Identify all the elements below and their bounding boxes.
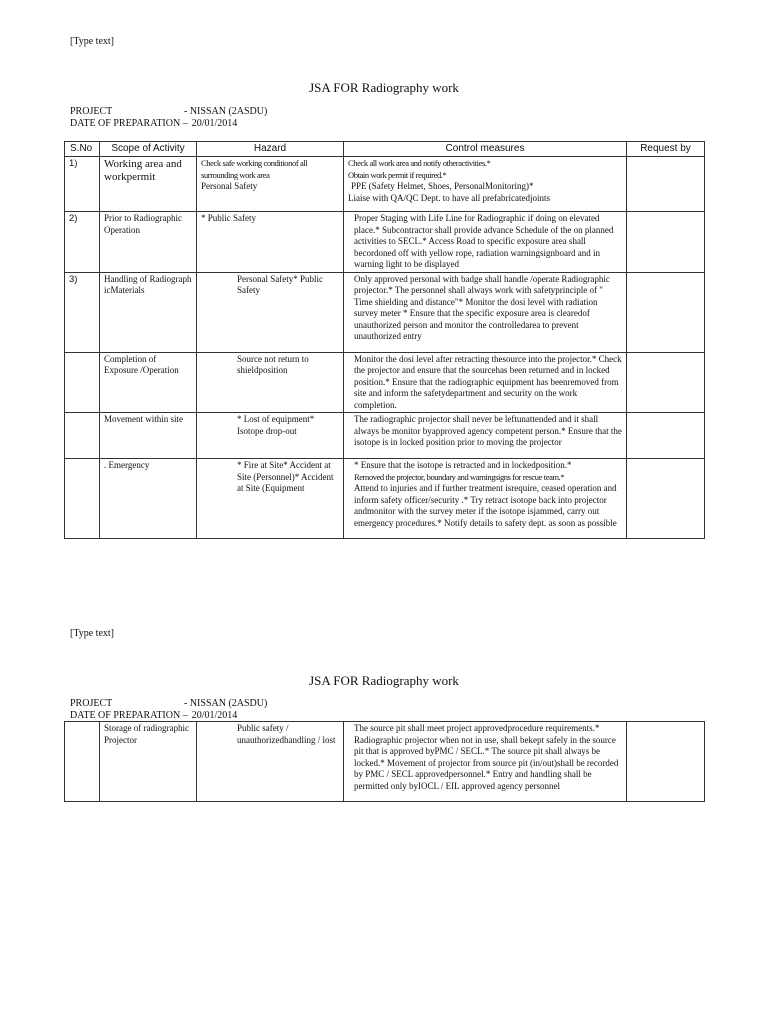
row-sno: 1)	[65, 157, 100, 212]
table-row	[65, 352, 705, 413]
row-control: Only approved personal with badge shall handle /operate Radiographic projector.* The personnel shall always work with safetyprinciple of " Time shielding and distance"* Monitor the dosi level with radiation survey meter * Ensure that the specific exposure area is clearedof unauthorized person and monitor the controlledarea to prevent unauthorized entry	[344, 272, 627, 352]
hazard-line: Check safe working conditionof all surrounding work area	[201, 158, 308, 180]
table-row	[65, 459, 705, 539]
row-hazard: * Lost of equipment* Isotope drop-out	[197, 413, 344, 459]
row-control: Proper Staging with Life Line for Radiographic if doing on elevated place.* Subcontractor shall provide advance Schedule of the on planned activities to SECL.* Access Road to specific exposure area shall becordoned off with yellow rope, radiation warningsignboard and in warning light to be displayed	[344, 212, 627, 273]
date-value: 20/01/2014	[191, 710, 238, 721]
row-hazard: * Public Safety	[197, 212, 344, 273]
date-label: DATE OF PREPARATION –	[70, 710, 188, 721]
project-row	[70, 698, 268, 710]
table-row	[65, 212, 705, 273]
control-line: Liaise with QA/QC Dept. to have all prefabricatedjoints	[348, 192, 550, 203]
column-header-control: Control measures	[344, 142, 627, 157]
row-scope: Movement within site	[100, 413, 197, 459]
project-label: PROJECT	[70, 698, 113, 709]
column-header-request: Request by	[627, 142, 705, 157]
row-scope: Working area and workpermit	[100, 157, 197, 212]
row-scope: Prior to Radiographic Operation	[100, 212, 197, 273]
row-scope: Storage of radiographic Projector	[100, 722, 197, 802]
table-row	[65, 722, 705, 802]
row-request	[627, 272, 705, 352]
row-sno	[65, 352, 100, 413]
table-row	[65, 272, 705, 352]
row-request	[627, 413, 705, 459]
row-control: The source pit shall meet project approvedprocedure requirements.* Radiographic projector when not in use, shall bekept safely in the source pit that is approved byPMC / SECL.* The source pit shall always be locked.* Movement of projector from source pit (in/out)shall be recorded by PMC / SECL approvedpersonnel.* Entry and handling shall be permitted only byIOCL / EIL approved agency personnel	[344, 722, 627, 802]
date-value: 20/01/2014	[191, 118, 238, 129]
row-control	[344, 459, 627, 539]
page-header: [Type text]	[70, 36, 115, 47]
column-header-hazard: Hazard	[197, 142, 344, 157]
date-label: DATE OF PREPARATION –	[70, 118, 188, 129]
control-line: PPE (Safety Helmet, Shoes, PersonalMonitoring)*	[351, 181, 534, 191]
row-sno	[65, 459, 100, 539]
row-control: Monitor the dosi level after retracting thesource into the projector.* Check the projector and ensure that the sourcehas been returned and in locked position.* Ensure that the radiographic equipment has beenremoved from site and inform the safetydepartment and security on the work completion.	[344, 352, 627, 413]
page-section-2	[0, 620, 768, 1024]
jsa-table	[64, 141, 705, 539]
row-scope: . Emergency	[100, 459, 197, 539]
row-hazard: Source not return to shieldposition	[197, 352, 344, 413]
row-request	[627, 722, 705, 802]
control-line: Check all work area and notify otheractivities.*	[348, 158, 491, 168]
table-row	[65, 157, 705, 212]
control-line: Removed the projector, boundary and warningsigns for rescue team.*	[354, 471, 565, 482]
jsa-table-continued	[64, 721, 705, 802]
row-request	[627, 459, 705, 539]
row-sno	[65, 722, 100, 802]
row-request	[627, 352, 705, 413]
table-header-row	[65, 142, 705, 157]
control-line: * Ensure that the isotope is retracted and in lockedposition.*	[354, 460, 572, 470]
row-control	[344, 157, 627, 212]
project-row	[70, 106, 268, 118]
hazard-line: Personal Safety	[201, 181, 258, 191]
row-request	[627, 157, 705, 212]
row-sno: 2)	[65, 212, 100, 273]
control-line: Attend to injuries and if further treatment isrequire, ceased operation and inform safety officer/security .* Try retract isotope back into projector andmonitor with the survey meter if the isotope isjammed, carry out emergency procedures.* Notify details to safety dept. as soon as possible	[354, 483, 617, 528]
project-value: - NISSAN (2ASDU)	[184, 698, 268, 709]
control-text: The radiographic projector shall never be leftunattended and it shall always be monitor byapproved agency competent person.* Ensure that the isotope is in locked position prior to moving the projector	[354, 414, 622, 447]
page-header: [Type text]	[70, 628, 115, 639]
row-hazard: * Fire at Site* Accident at Site (Personnel)* Accident at Site (Equipment	[197, 459, 344, 539]
row-hazard: Public safety / unauthorizedhandling / lost	[197, 722, 344, 802]
date-row	[70, 118, 237, 130]
row-sno: 3)	[65, 272, 100, 352]
row-request	[627, 212, 705, 273]
project-value: - NISSAN (2ASDU)	[184, 106, 268, 117]
document-title: JSA FOR Radiography work	[309, 80, 459, 95]
document-title: JSA FOR Radiography work	[309, 673, 459, 688]
table-row	[65, 413, 705, 459]
column-header-sno: S.No	[65, 142, 100, 157]
row-control	[344, 413, 627, 459]
row-hazard: Personal Safety* Public Safety	[197, 272, 344, 352]
column-header-scope: Scope of Activity	[100, 142, 197, 157]
project-label: PROJECT	[70, 106, 113, 117]
row-scope: Completion of Exposure /Operation	[100, 352, 197, 413]
row-sno	[65, 413, 100, 459]
document-meta	[70, 698, 268, 722]
row-scope: Handling of RadiographicMaterials	[100, 272, 197, 352]
document-meta	[70, 106, 268, 130]
row-hazard	[197, 157, 344, 212]
control-line: Obtain work permit if required.*	[348, 169, 447, 180]
